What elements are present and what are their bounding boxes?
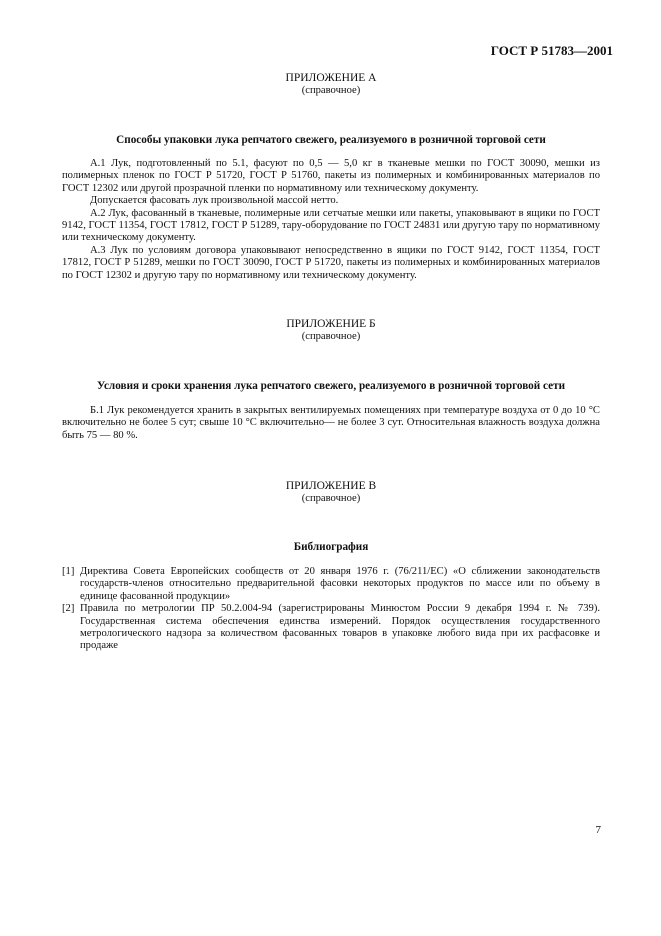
appendix-a-body [62, 158, 600, 282]
appendix-v-title: ПРИЛОЖЕНИЕ В [285, 480, 377, 492]
paragraph-a1-note: Допускается фасовать лук произвольной массой нетто. [90, 195, 339, 207]
appendix-b-body [62, 405, 600, 442]
page-number: 7 [595, 824, 601, 836]
appendix-a-note: (справочное) [301, 85, 361, 96]
bibliography-number: [2] [62, 603, 75, 615]
appendix-b-note: (справочное) [301, 331, 361, 342]
standard-number: ГОСТ Р 51783—2001 [490, 43, 613, 58]
appendix-b-heading: Условия и сроки хранения лука репчатого свежего, реализуемого в розничной торговой сети [96, 380, 566, 392]
appendix-b-title: ПРИЛОЖЕНИЕ Б [286, 318, 376, 330]
bibliography-item [62, 603, 600, 653]
paragraph-a3: А.3 Лук по условиям договора упаковывают непосредственно в ящики по ГОСТ 9142, ГОСТ 11354, ГОСТ 17812, ГОСТ Р 51289, мешки по ГОСТ 30090, ГОСТ Р 51720, пакеты из полимерных и комбинированных материалов по ГОСТ 12302 и другую тару по нормативному или техническому документу. [62, 244, 600, 281]
appendix-v-note: (справочное) [301, 493, 361, 504]
paragraph-b1: Б.1 Лук рекомендуется хранить в закрытых вентилируемых помещениях при температуре воздуха от 0 до 10 °С включительно не более 5 сут; свыше 10 °С включительно— не более 3 сут. Относительная влажность воздуха должна быть 75 — 80 %. [62, 405, 600, 441]
bibliography-text: Директива Совета Европейских сообществ от 20 января 1976 г. (76/211/ЕС) «О сближении законодательств государств-членов относительно предварительной фасовки некоторых продуктов по массе или по объему в единице фасованной продукции» [80, 566, 600, 602]
bibliography-text: Правила по метрологии ПР 50.2.004-94 (зарегистрированы Минюстом России 9 декабря 1994 г. № 739). Государственная система обеспечения единства измерений. Порядок осуществления государственного метрологического надзора за количеством фасованных товаров в упаковке любого вида при их расфасовке и продаже [80, 603, 600, 652]
bibliography-list [62, 566, 600, 653]
bibliography-heading: Библиография [293, 541, 369, 553]
appendix-b-caption [62, 318, 600, 343]
appendix-v-caption [62, 480, 600, 505]
paragraph-a1: А.1 Лук, подготовленный по 5.1, фасуют по 0,5 — 5,0 кг в тканевые мешки по ГОСТ 30090, мешки из полимерных пленок по ГОСТ Р 51720, ГОСТ Р 51760, пакеты из полимерных и комбинированных материалов по ГОСТ 12302 или другой прозрачной пленки по нормативному или техническому документу. [62, 158, 600, 194]
paragraph-a2: А.2 Лук, фасованный в тканевые, полимерные или сетчатые мешки или пакеты, упаковывают в ящики по ГОСТ 9142, ГОСТ 11354, ГОСТ 17812, ГОСТ Р 51289, тару-оборудование по ГОСТ 24831 или другую тару по нормативному или техническому документу. [62, 207, 600, 244]
appendix-a-caption [62, 72, 600, 97]
appendix-a-title: ПРИЛОЖЕНИЕ А [285, 72, 377, 84]
bibliography-item [62, 566, 600, 603]
bibliography-number: [1] [62, 566, 75, 577]
appendix-a-heading: Способы упаковки лука репчатого свежего, реализуемого в розничной торговой сети [116, 134, 546, 146]
